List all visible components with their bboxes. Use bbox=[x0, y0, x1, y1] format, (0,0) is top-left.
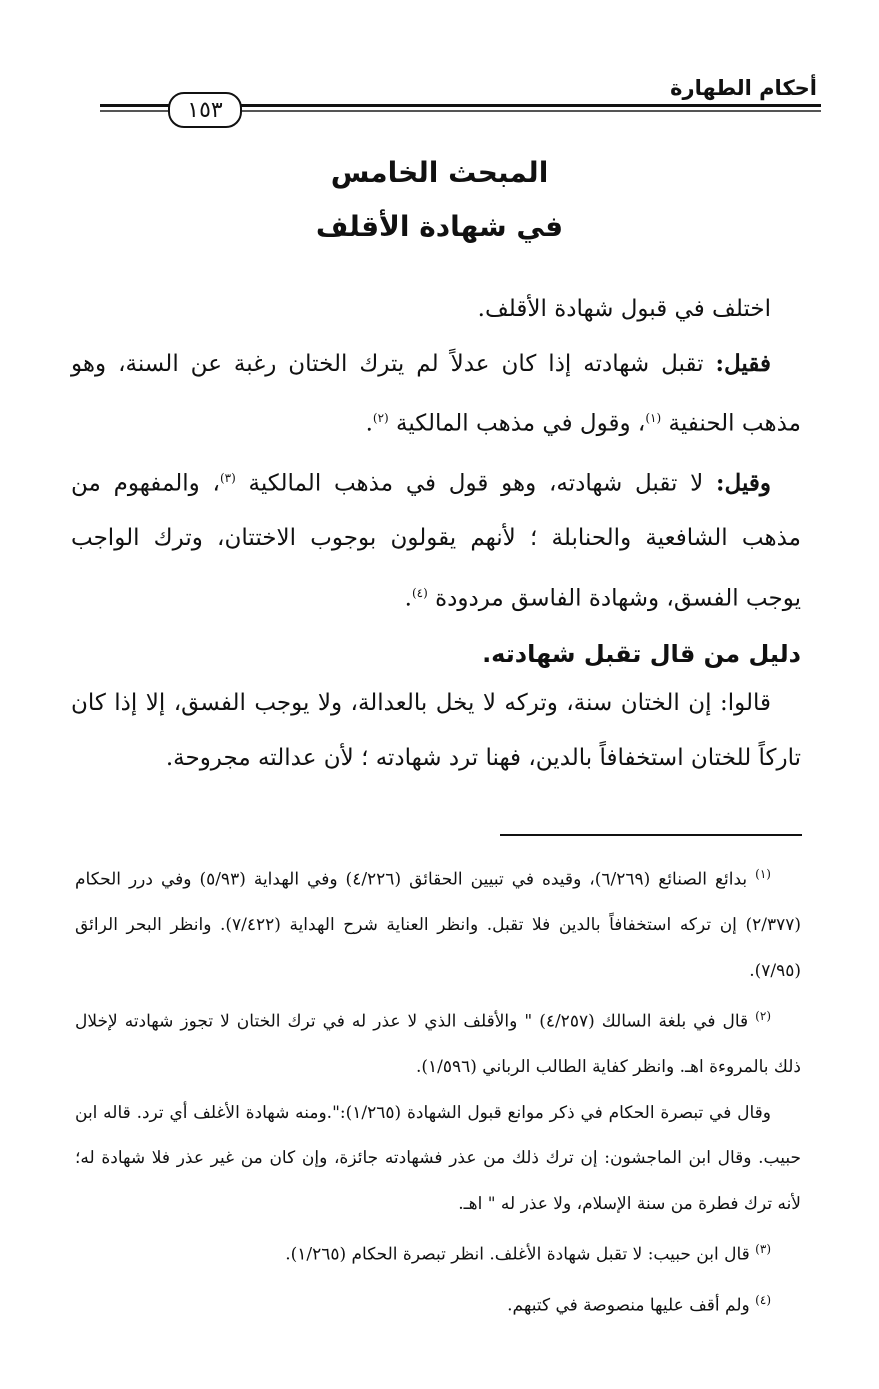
paragraph-end: . bbox=[404, 585, 412, 612]
paragraph-text: ، والمفهوم من مذهب الشافعية والحنابلة ؛ لأنهم يقولون بوجوب الاختتان، وترك الواجب يوجب الفسق، وشهادة الفاسق مردودة bbox=[71, 470, 801, 612]
footnote-mark: (١) bbox=[755, 867, 771, 881]
footnote-mark: (٤) bbox=[755, 1293, 771, 1308]
footnote-4 bbox=[75, 1278, 801, 1329]
footnote-1 bbox=[75, 852, 801, 994]
lead-word: فقيل: bbox=[715, 349, 771, 377]
footnote-2 bbox=[75, 994, 801, 1091]
footnote-2-continued: وقال في تبصرة الحكام في ذكر موانع قبول الشهادة (١/٢٦٥):".ومنه شهادة الأغلف أي ترد. قاله ابن حبيب. وقال ابن الماجشون: إن ترك ذلك من عذر فشهادته جائزة، وإن كان من غير عذر فلا شهادة له؛ لأنه ترك فطرة من سنة الإسلام، ولا عذر له " اهـ. bbox=[75, 1102, 801, 1214]
section-text bbox=[71, 676, 801, 786]
paragraph-text: تقبل شهادته إذا كان عدلاً لم يترك الختان رغبة عن السنة، وهو مذهب الحنفية bbox=[71, 350, 801, 437]
chapter-title: المبحث الخامس bbox=[330, 156, 549, 189]
chapter-subtitle: في شهادة الأقلف bbox=[315, 210, 564, 243]
footnote-ref: (١) bbox=[645, 411, 662, 425]
footnote-ref: (٣) bbox=[219, 471, 236, 486]
page-number-badge: ١٥٣ bbox=[168, 92, 242, 128]
footnote-mark: (٣) bbox=[755, 1242, 771, 1257]
paragraph-second-opinion bbox=[71, 451, 801, 626]
paragraph-end: . bbox=[365, 410, 373, 437]
footnote-ref: (٤) bbox=[411, 585, 428, 600]
section-paragraph: قالوا: إن الختان سنة، وتركه لا يخل بالعدالة، ولا يوجب الفسق، إلا إذا كان تاركاً للختان استخفافاً بالدين، فهنا ترد شهادته ؛ لأن عدالته مجروحة. bbox=[71, 690, 801, 771]
intro-paragraph: اختلف في قبول شهادة الأقلف. bbox=[477, 296, 771, 322]
footnote-text: ولم أقف عليها منصوصة في كتبهم. bbox=[507, 1296, 756, 1317]
footnote-text: قال ابن حبيب: لا تقبل شهادة الأغلف. انظر تبصرة الحكام (١/٢٦٥). bbox=[285, 1244, 756, 1265]
footnote-ref: (٢) bbox=[372, 411, 389, 425]
section-heading: دليل من قال تقبل شهادته. bbox=[482, 640, 801, 668]
footnotes bbox=[75, 852, 801, 1330]
footnote-separator bbox=[500, 834, 802, 836]
footnote-text: قال في بلغة السالك (٤/٢٥٧) " والأقلف الذي لا عذر له في ترك الختان لا تجوز شهادته لإخلال ذلك بالمروءة اهـ. وانظر كفاية الطالب الرباني (١/٥٩٦). bbox=[75, 1011, 801, 1078]
paragraph-text: لا تقبل شهادته، وهو قول في مذهب المالكية bbox=[235, 470, 717, 497]
paragraph-text: ، وقول في مذهب المالكية bbox=[388, 410, 646, 437]
lead-word: وقيل: bbox=[716, 469, 771, 497]
main-text bbox=[71, 282, 801, 626]
paragraph-first-opinion bbox=[71, 337, 801, 452]
footnote-mark: (٢) bbox=[755, 1009, 771, 1024]
footnote-text: بدائع الصنائع (٦/٢٦٩)، وقيده في تبيين الحقائق (٤/٢٢٦) وفي الهداية (٥/٩٣) وفي درر الحكام (٢/٣٧٧) إن تركه استخفافاً بالدين فلا تقبل. وانظر العناية شرح الهداية (٧/٤٢٢). وانظر البحر الرائق (٧/٩٥). bbox=[75, 869, 801, 981]
footnote-3 bbox=[75, 1227, 801, 1278]
running-header-title: أحكام الطهارة bbox=[670, 76, 817, 100]
